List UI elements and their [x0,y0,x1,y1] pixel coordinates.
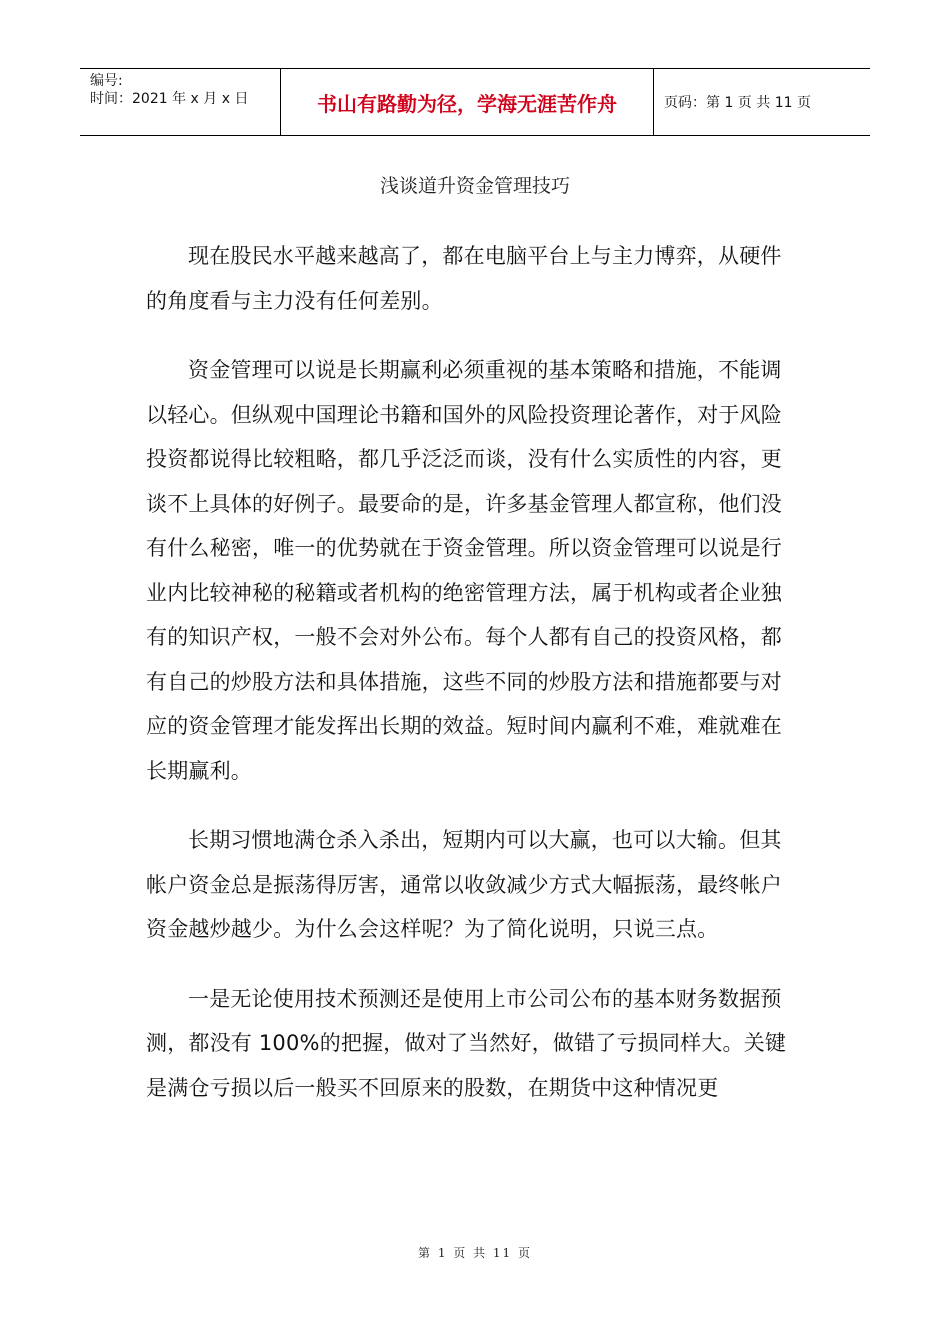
serial-number-label: 编号: [90,73,123,89]
motto-text: 书山有路勤为径，学海无涯苦作舟 [317,91,617,116]
document-body [146,234,801,1135]
date-label: 时间：2021 年 x 月 x 日 [90,91,249,107]
header-meta-cell [80,69,281,135]
paragraph: 一是无论使用技术预测还是使用上市公司公布的基本财务数据预测，都没有 100%的把握，做对了当然好，做错了亏损同样大。关键是满仓亏损以后一般买不回原来的股数，在期货中这种情况更 [146,986,787,1100]
paragraph: 现在股民水平越来越高了，都在电脑平台上与主力博弈，从硬件的角度看与主力没有任何差别。 [146,244,782,313]
header-page-cell [654,69,870,135]
document-header [80,68,870,136]
paragraph: 资金管理可以说是长期赢利必须重视的基本策略和措施，不能调以轻心。但纵观中国理论书籍和国外的风险投资理论著作，对于风险投资都说得比较粗略，都几乎泛泛而谈，没有什么实质性的内容，更谈不上具体的好例子。最要命的是，许多基金管理人都宣称，他们没有什么秘密，唯一的优势就在于资金管理。所以资金管理可以说是行业内比较神秘的秘籍或者机构的绝密管理方法，属于机构或者企业独有的知识产权，一般不会对外公布。每个人都有自己的投资风格，都有自己的炒股方法和具体措施，这些不同的炒股方法和措施都要与对应的资金管理才能发挥出长期的效益。短时间内赢利不难，难就难在长期赢利。 [146,358,782,783]
page-footer: 第 1 页 共 11 页 [418,1246,532,1260]
header-motto-cell [281,69,654,135]
document-title: 浅谈道升资金管理技巧 [379,175,570,197]
page-info: 页码：第 1 页 共 11 页 [664,95,811,111]
paragraph: 长期习惯地满仓杀入杀出，短期内可以大赢，也可以大输。但其帐户资金总是振荡得厉害，通常以收敛减少方式大幅振荡，最终帐户资金越炒越少。为什么会这样呢？为了简化说明，只说三点。 [146,828,782,941]
